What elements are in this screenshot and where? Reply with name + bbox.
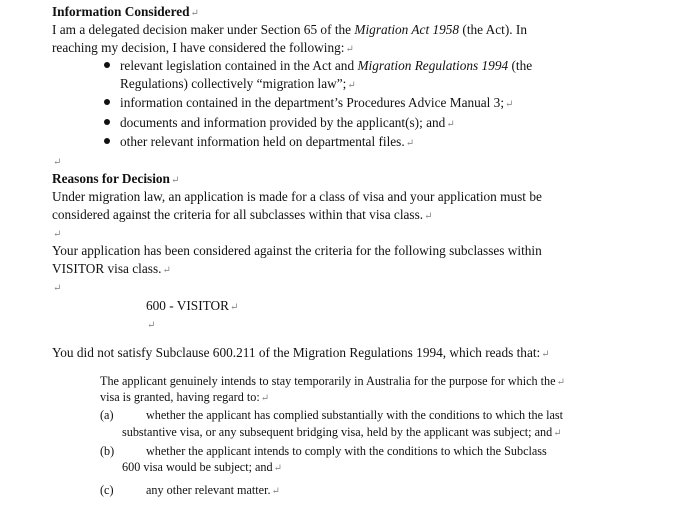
clause-item-b-continuation: 600 visa would be subject; and↵ — [122, 460, 283, 474]
clause-item-label: (c) — [100, 483, 114, 497]
not-satisfied-statement: You did not satisfy Subclause 600.211 of the Migration Regulations 1994, which reads that:↵ — [52, 345, 550, 360]
clause-intro-line-2: visa is granted, having regard to:↵ — [100, 390, 270, 404]
subclass-title: 600 - VISITOR↵ — [146, 298, 239, 313]
bullet-item: relevant legislation contained in the Act and Migration Regulations 1994 (the — [104, 57, 532, 75]
info-paragraph-line-1: I am a delegated decision maker under Section 65 of the Migration Act 1958 (the Act). In — [52, 22, 528, 37]
clause-item-a: (a) whether the applicant has complied substantially with the conditions to which the last — [100, 408, 563, 422]
bullet-item: documents and information provided by the applicant(s); and↵ — [104, 114, 455, 134]
bullet-icon — [104, 62, 110, 68]
clause-item-c: (c) any other relevant matter.↵ — [100, 483, 280, 497]
empty-paragraph: ↵ — [53, 157, 62, 168]
empty-paragraph: ↵ — [147, 320, 156, 331]
clause-item-b: (b) whether the applicant intends to comply with the conditions to which the Subclass — [100, 444, 547, 458]
reasons-for-decision-heading: Reasons for Decision↵ — [52, 171, 180, 186]
clause-item-label: (a) — [100, 408, 114, 422]
reasons-paragraph-line-2: considered against the criteria for all subclasses within that visa class.↵ — [52, 207, 433, 222]
bullet-icon — [104, 119, 110, 125]
reasons-paragraph-line-1: Under migration law, an application is made for a class of visa and your application must be — [52, 189, 542, 204]
bullet-icon — [104, 99, 110, 105]
bullet-item: information contained in the department’s Procedures Advice Manual 3;↵ — [104, 94, 513, 114]
paragraph-mark: ↵ — [190, 8, 199, 19]
info-paragraph-line-2: reaching my decision, I have considered the following:↵ — [52, 40, 354, 55]
bullet-icon — [104, 138, 110, 144]
clause-item-label: (b) — [100, 444, 115, 458]
act-title: Migration Act 1958 — [354, 22, 460, 37]
clause-intro-line-1: The applicant genuinely intends to stay temporarily in Australia for the purpose for which the↵ — [100, 374, 565, 388]
considered-paragraph-line-2: VISITOR visa class.↵ — [52, 261, 171, 276]
considered-paragraph-line-1: Your application has been considered against the criteria for the following subclasses within — [52, 243, 542, 258]
empty-paragraph: ↵ — [53, 229, 62, 240]
bullet-item-continuation: Regulations) collectively “migration law”;↵ — [120, 76, 356, 91]
bullet-item: other relevant information held on departmental files.↵ — [104, 133, 414, 153]
clause-item-a-continuation: substantive visa, or any subsequent bridging visa, held by the applicant was subject; and↵ — [122, 425, 562, 439]
information-considered-heading: Information Considered↵ — [52, 4, 199, 19]
regulations-title: Migration Regulations 1994 — [357, 58, 509, 73]
empty-paragraph: ↵ — [53, 283, 62, 294]
